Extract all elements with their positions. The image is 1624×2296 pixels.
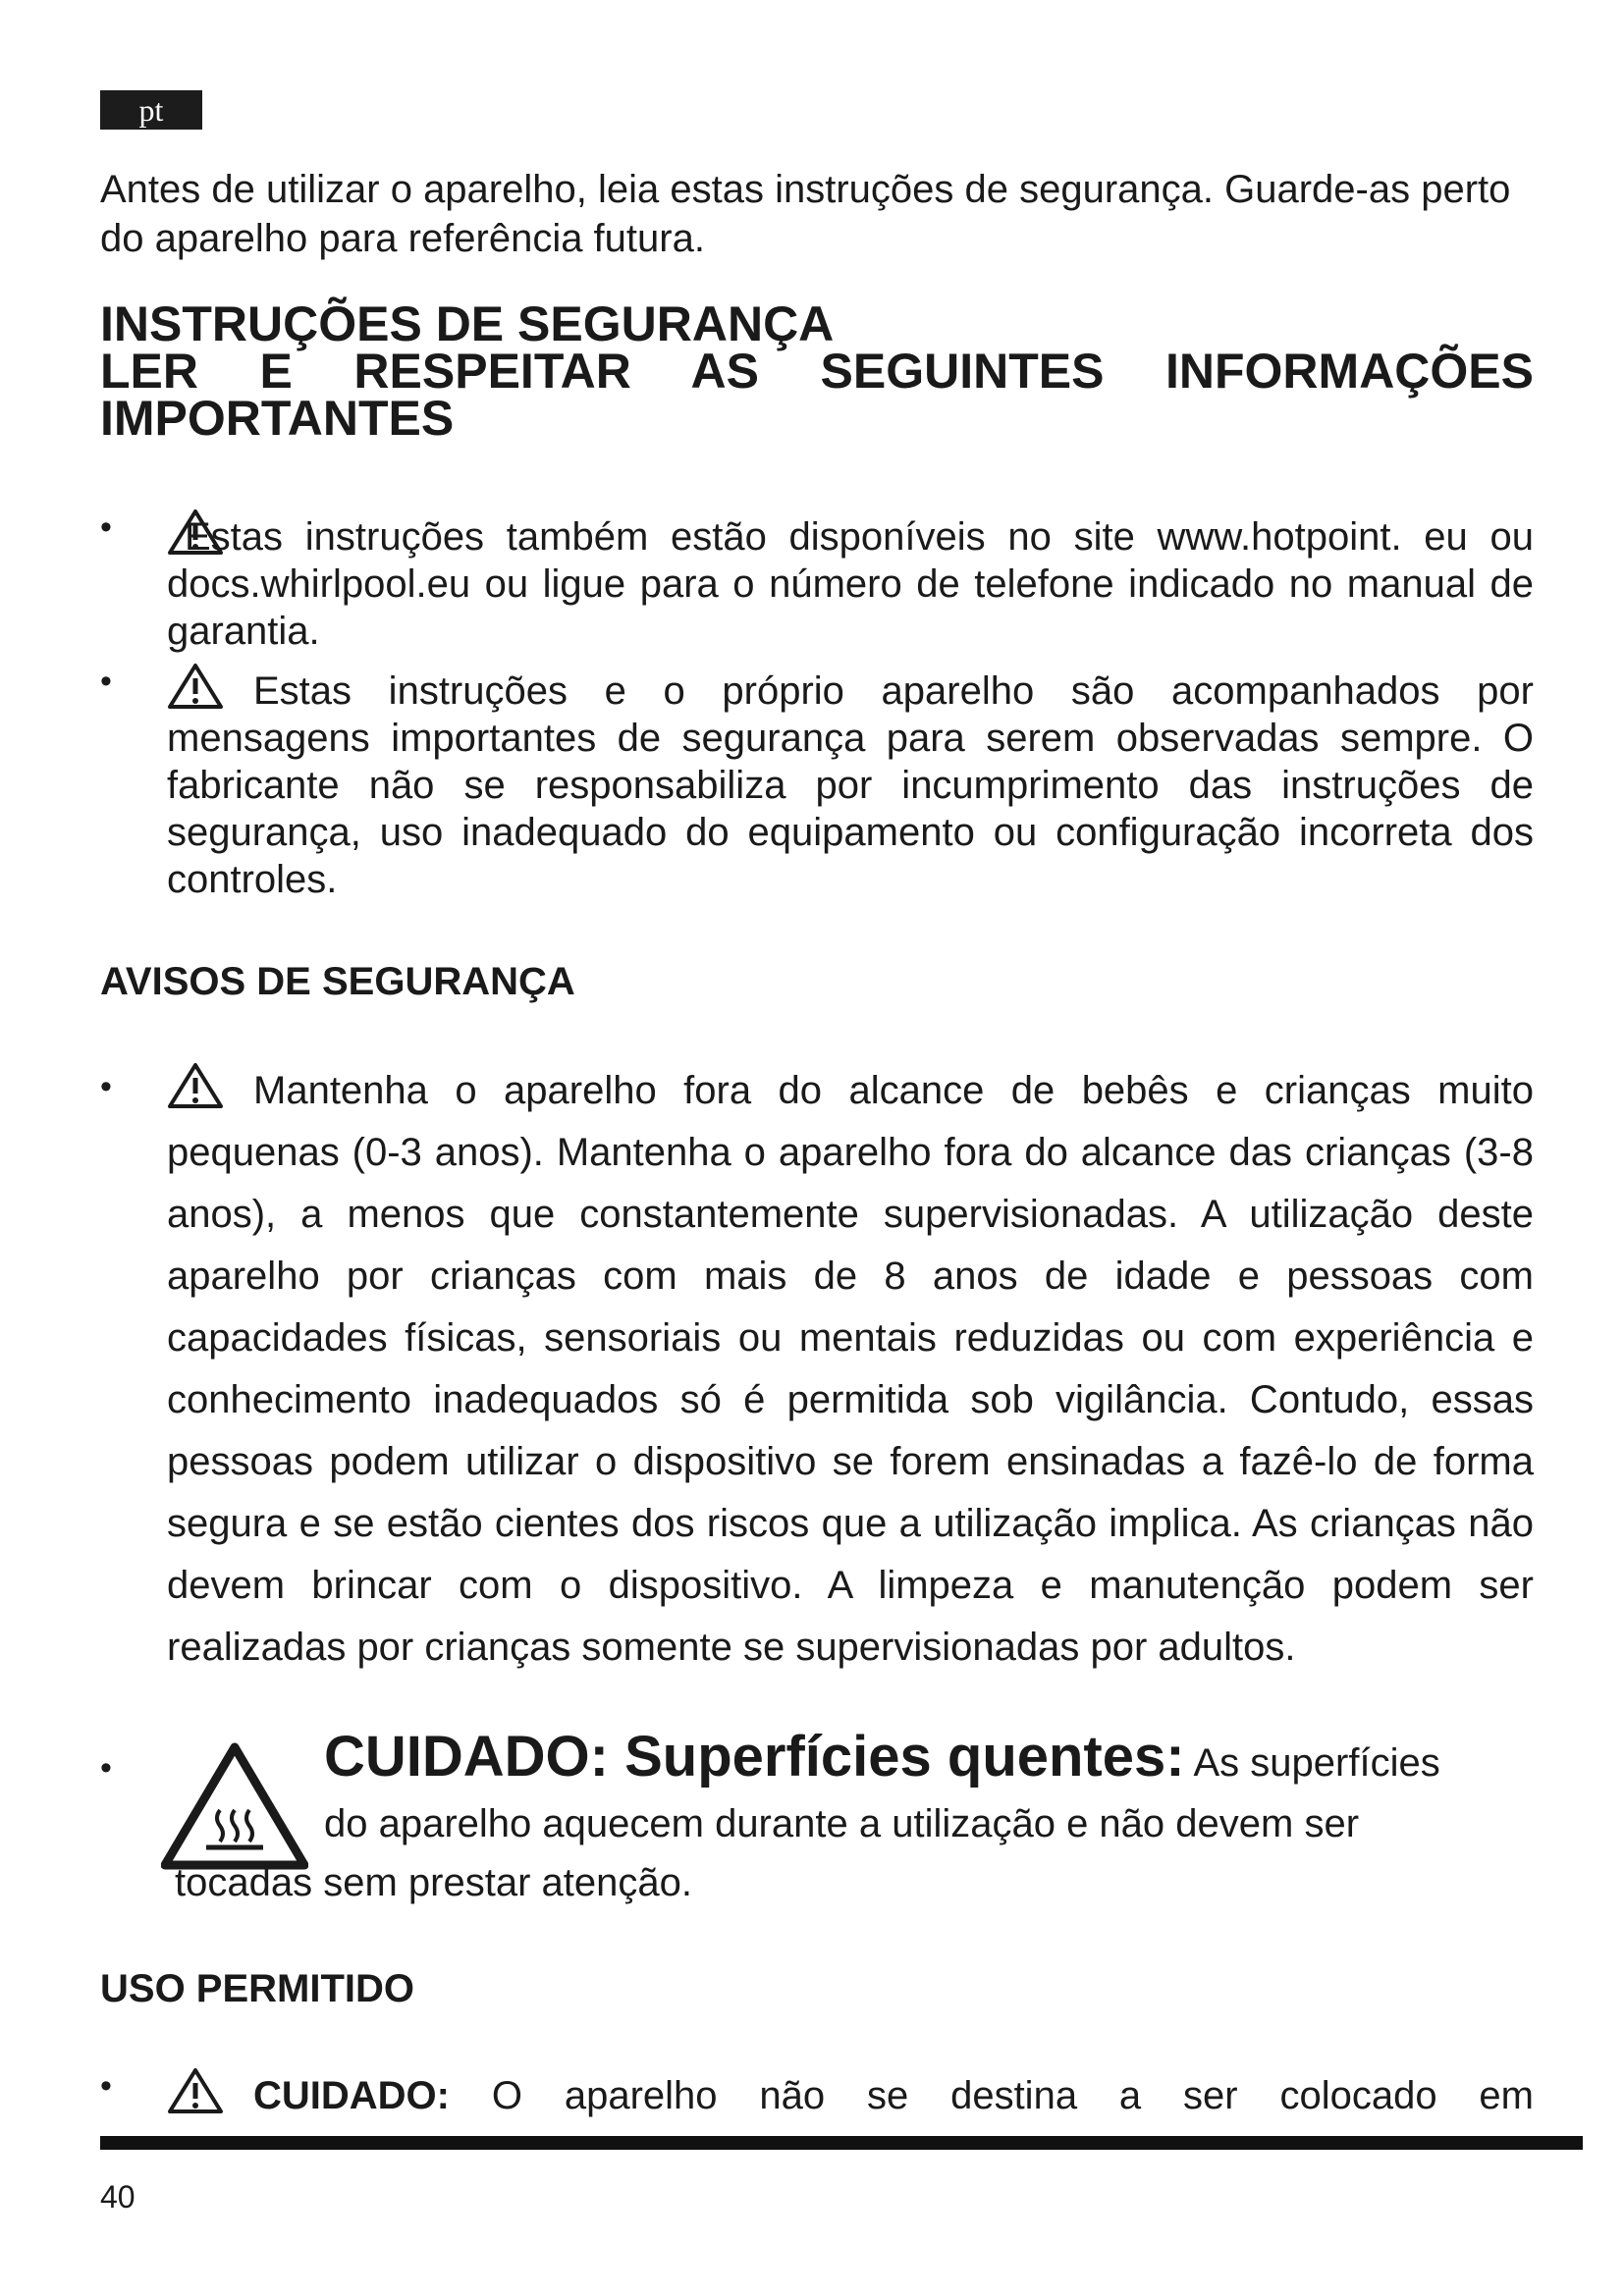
bullet-text-content: Estas instruções também estão disponíveis no site www.hotpoint. eu ou docs.whirlpool.eu ou ligue para o número de telefone indicado no manual de garantia. (167, 515, 1534, 653)
list-item (100, 508, 1534, 655)
hot-surface-line-1 (324, 1726, 1440, 1794)
bullet-text-content: Estas instruções e o próprio aparelho são acompanhados por mensagens importantes de segurança para serem observadas sempre. O fabricante não se responsabiliza por incumprimento das instruções de segurança, uso inadequado do equipamento ou configuração incorreta dos controles. (167, 669, 1534, 901)
hot-surface-line-3: tocadas sem prestar atenção. (175, 1861, 692, 1904)
warning-triangle-icon (167, 663, 224, 710)
language-badge: pt (100, 90, 202, 130)
intro-paragraph: Antes de utilizar o aparelho, leia estas instruções de segurança. Guarde-as perto do aparelho para referência futura. (100, 168, 1511, 260)
hot-surface-caution (100, 1726, 1534, 1922)
section-heading-uso-permitido: USO PERMITIDO (100, 1967, 415, 2010)
bullet-dot: • (100, 1068, 112, 1105)
main-title (100, 296, 1534, 446)
bullet-text (167, 663, 1534, 903)
hot-surface-warning-icon (161, 1741, 308, 1871)
hot-surface-text-a: As superfícies (1193, 1741, 1440, 1785)
footer-rule (100, 2136, 1583, 2150)
hot-surface-label: CUIDADO: Superfícies quentes: (324, 1725, 1185, 1789)
section-heading-avisos: AVISOS DE SEGURANÇA (100, 960, 575, 1003)
bullet-dot: • (100, 508, 112, 546)
uso-bullet-list (100, 2067, 1534, 2119)
avisos-bullet-list (100, 1060, 1534, 1679)
bullet-dot: • (100, 663, 112, 700)
uso-caution-text: O aparelho não se destina a ser colocado em (491, 2074, 1534, 2117)
bullet-text-content: Mantenha o aparelho fora do alcance de bebês e crianças muito pequenas (0-3 anos). Mantenha o aparelho fora do alcance das crianças (3-8 anos), a menos que constantemente supervisionadas. A utilização deste aparelho por crianças com mais de 8 anos de idade e pessoas com capacidades físicas, sensoriais ou mentais reduzidas ou com experiência e conhecimento inadequados só é permitida sob vigilância. Contudo, essas pessoas podem utilizar o dispositivo se forem ensinadas a fazê-lo de forma segura e se estão cientes dos riscos que a utilização implica. As crianças não devem brincar com o dispositivo. A limpeza e manutenção podem ser realizadas por crianças somente se supervisionadas por adultos. (167, 1069, 1534, 1669)
hot-surface-line-2: do aparelho aquecem durante a utilização e não devem ser (324, 1802, 1360, 1845)
main-title-line-3: IMPORTANTES (100, 391, 455, 446)
bullet-dot: • (100, 2067, 112, 2105)
list-item (100, 1060, 1534, 1679)
bullet-dot: • (100, 1749, 112, 1787)
warning-triangle-icon (167, 1062, 224, 1109)
bullet-text (167, 508, 1534, 655)
list-item (100, 2067, 1534, 2119)
page-number: 40 (100, 2179, 135, 2215)
bullet-text (167, 2067, 1534, 2119)
intro-bullet-list (100, 508, 1534, 903)
warning-triangle-icon (167, 2067, 224, 2114)
list-item (100, 663, 1534, 903)
uso-caution-label: CUIDADO: (253, 2074, 450, 2117)
main-title-line-2: LER E RESPEITAR AS SEGUINTES INFORMAÇÕES (100, 344, 1534, 399)
main-title-line-1: INSTRUÇÕES DE SEGURANÇA (100, 296, 835, 351)
bullet-text (167, 1060, 1534, 1679)
